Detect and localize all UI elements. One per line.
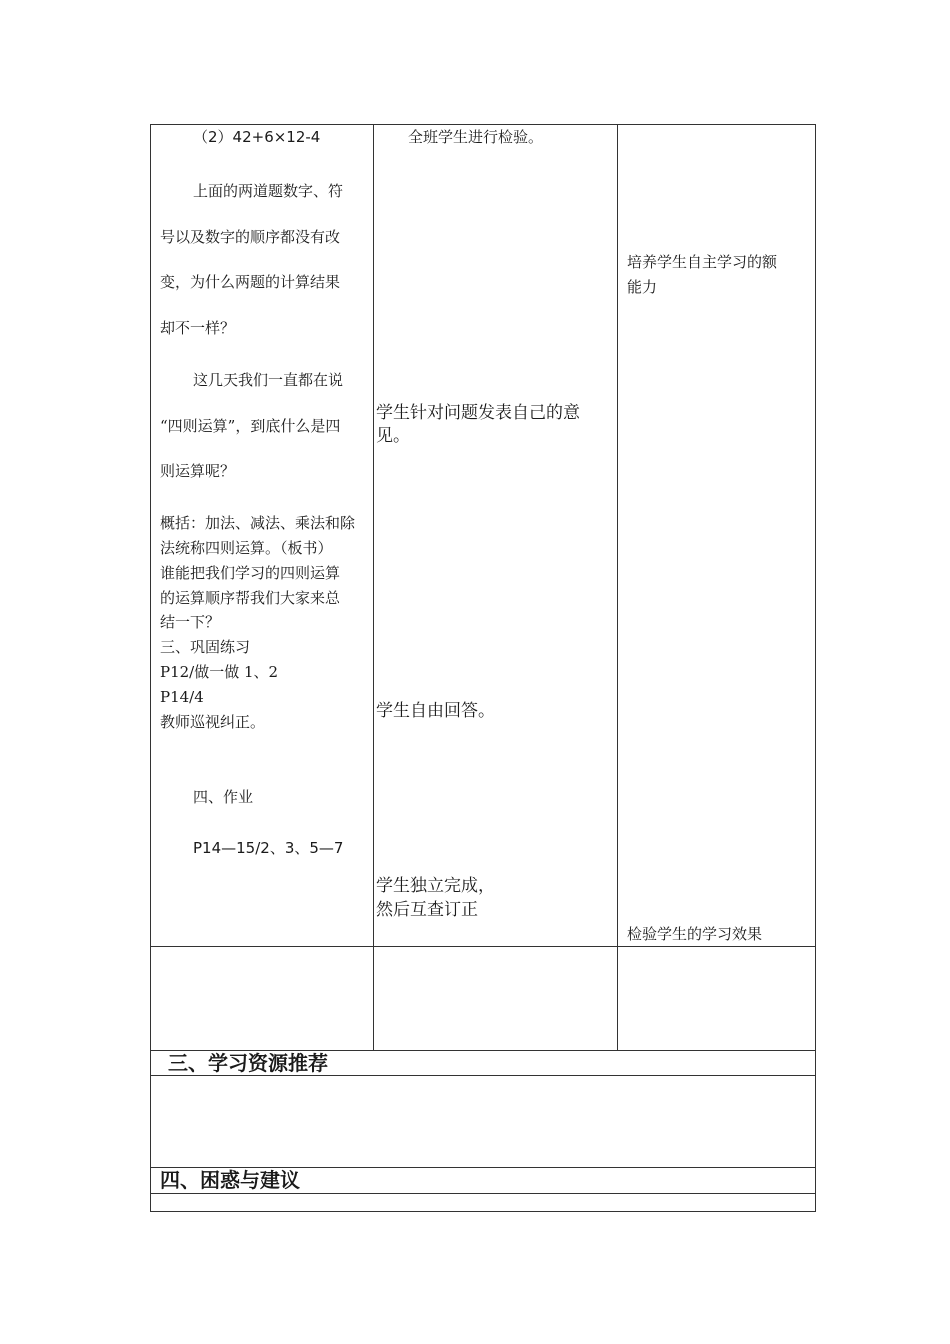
section-resources-heading: 三、学习资源推荐 xyxy=(168,1051,328,1075)
summary-line-3: 谁能把我们学习的四则运算 xyxy=(160,564,341,582)
section-suggestions-heading: 四、困惑与建议 xyxy=(160,1168,300,1192)
summary-line-2: 法统称四则运算。（板书） xyxy=(160,539,333,557)
practice-item-2: P14/4 xyxy=(160,688,204,706)
goal-line-1: 培养学生自主学习的额 xyxy=(627,253,778,271)
column-divider-1 xyxy=(373,124,374,1050)
free-answer: 学生自由回答。 xyxy=(376,701,495,721)
independent-line-1: 学生独立完成， xyxy=(376,876,495,896)
opinion-line-2: 见。 xyxy=(376,426,410,446)
question-2-line-2: “四则运算”，到底什么是四 xyxy=(160,417,341,435)
learning-effect: 检验学生的学习效果 xyxy=(627,925,763,943)
independent-line-2: 然后互查订正 xyxy=(376,900,478,920)
summary-line-5: 结一下？ xyxy=(160,613,221,631)
summary-line-1: 概括：加法、减法、乘法和除 xyxy=(160,514,356,532)
column-divider-2 xyxy=(617,124,618,1050)
row-divider-5 xyxy=(150,1193,815,1194)
homework-title: 四、作业 xyxy=(193,788,254,806)
row-divider-3 xyxy=(150,1075,815,1076)
question-1-line-1: 上面的两道题数字、符 xyxy=(193,182,344,200)
question-1-line-3: 变，为什么两题的计算结果 xyxy=(160,273,341,291)
opinion-line-1: 学生针对问题发表自己的意 xyxy=(376,403,580,423)
practice-item-1: P12/做一做 1、2 xyxy=(160,663,279,681)
class-check: 全班学生进行检验。 xyxy=(408,128,544,146)
expression-2: （2）42+6×12-4 xyxy=(193,128,321,146)
practice-title: 三、巩固练习 xyxy=(160,638,251,656)
question-1-line-4: 却不一样？ xyxy=(160,319,236,337)
row-divider-1 xyxy=(150,946,815,947)
practice-item-3: 教师巡视纠正。 xyxy=(160,713,266,731)
homework-items: P14—15/2、3、5—7 xyxy=(193,839,344,857)
summary-line-4: 的运算顺序帮我们大家来总 xyxy=(160,589,341,607)
question-2-line-1: 这几天我们一直都在说 xyxy=(193,371,344,389)
question-2-line-3: 则运算呢？ xyxy=(160,462,236,480)
goal-line-2: 能力 xyxy=(627,278,658,296)
question-1-line-2: 号以及数字的顺序都没有改 xyxy=(160,228,341,246)
